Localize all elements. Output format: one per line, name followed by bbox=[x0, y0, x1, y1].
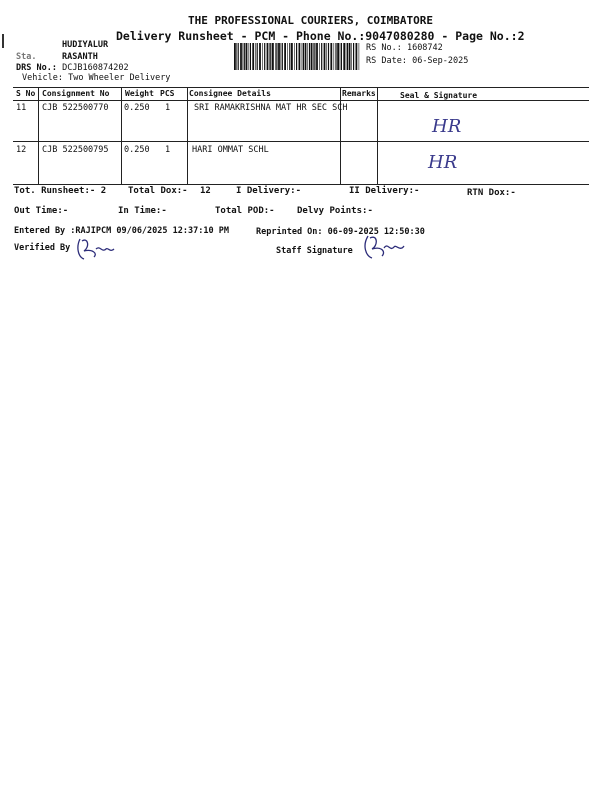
ii-delivery: II Delivery:- bbox=[349, 186, 420, 196]
table-bottom-border bbox=[13, 184, 589, 185]
in-time: In Time:- bbox=[118, 206, 167, 216]
delvy-points: Delvy Points:- bbox=[297, 206, 373, 216]
area-name: HUDIYALUR bbox=[62, 40, 109, 50]
col-header-remarks: Remarks bbox=[342, 89, 376, 98]
out-time: Out Time:- bbox=[14, 206, 69, 216]
i-delivery: I Delivery:- bbox=[236, 186, 302, 196]
verifier-signature bbox=[72, 235, 118, 263]
col-divider bbox=[340, 87, 341, 184]
row-consignment: CJB 522500795 bbox=[42, 145, 109, 155]
col-header-weight: Weight bbox=[125, 89, 154, 98]
rs-date-line bbox=[366, 56, 468, 66]
reprinted-on: Reprinted On: 06-09-2025 12:50:30 bbox=[256, 227, 425, 237]
col-divider bbox=[121, 87, 122, 184]
entered-by: Entered By :RAJIPCM 09/06/2025 12:37:10 PM bbox=[14, 226, 229, 236]
row-divider bbox=[13, 141, 589, 142]
row-seal-signature: HR bbox=[428, 152, 458, 173]
row-weight: 0.250 bbox=[124, 145, 150, 155]
row-seal-signature: HR bbox=[432, 116, 462, 137]
rs-no-line bbox=[366, 43, 443, 53]
rs-no-value: 1608742 bbox=[406, 43, 443, 53]
row-pcs: 1 bbox=[165, 145, 171, 155]
col-divider bbox=[38, 87, 39, 184]
col-header-consignee: Consignee Details bbox=[189, 89, 271, 98]
col-header-consignment: Consignment No bbox=[42, 89, 110, 98]
barcode-image bbox=[233, 43, 361, 70]
drs-label: DRS No.: bbox=[16, 63, 57, 73]
document-title: THE PROFESSIONAL COURIERS, COIMBATORE bbox=[188, 14, 434, 27]
verified-by-label: Verified By bbox=[14, 243, 71, 253]
table-top-border bbox=[13, 87, 589, 88]
vehicle-line bbox=[22, 73, 170, 83]
row-consignment: CJB 522500770 bbox=[42, 103, 109, 113]
staff-signature bbox=[360, 232, 408, 262]
row-weight: 0.250 bbox=[124, 103, 150, 113]
row-consignee: HARI OMMAT SCHL bbox=[192, 145, 269, 155]
table-header-border bbox=[13, 100, 589, 101]
row-sno: 11 bbox=[16, 103, 27, 113]
tot-runsheet: Tot. Runsheet:- 2 bbox=[14, 186, 107, 196]
total-dox-label: Total Dox:- bbox=[128, 186, 188, 196]
col-header-seal: Seal & Signature bbox=[400, 91, 478, 100]
scan-edge-mark bbox=[2, 34, 4, 48]
row-sno: 12 bbox=[16, 145, 27, 155]
vehicle-label: Vehicle: bbox=[22, 73, 63, 83]
drs-value: DCJB160874202 bbox=[62, 63, 129, 73]
col-header-pcs: PCS bbox=[160, 89, 175, 98]
rs-date-label: RS Date: bbox=[366, 56, 407, 66]
rtn-dox: RTN Dox:- bbox=[467, 188, 516, 198]
col-divider bbox=[377, 87, 378, 184]
drs-line bbox=[16, 63, 129, 73]
col-header-sno: S No bbox=[16, 89, 36, 98]
vehicle-value: Two Wheeler Delivery bbox=[68, 73, 171, 83]
staff-label: Sta. bbox=[16, 52, 37, 62]
document-subtitle: Delivery Runsheet - PCM - Phone No.:9047080280 - Page No.:2 bbox=[116, 29, 525, 43]
staff-signature-label: Staff Signature bbox=[276, 246, 353, 256]
total-dox-value: 12 bbox=[200, 186, 211, 196]
rs-date-value: 06-Sep-2025 bbox=[412, 56, 469, 66]
row-pcs: 1 bbox=[165, 103, 171, 113]
staff-name: RASANTH bbox=[62, 52, 98, 62]
total-pod: Total POD:- bbox=[215, 206, 275, 216]
row-consignee: SRI RAMAKRISHNA MAT HR SEC SCH bbox=[194, 103, 348, 113]
rs-no-label: RS No.: bbox=[366, 43, 402, 53]
col-divider bbox=[187, 87, 188, 184]
